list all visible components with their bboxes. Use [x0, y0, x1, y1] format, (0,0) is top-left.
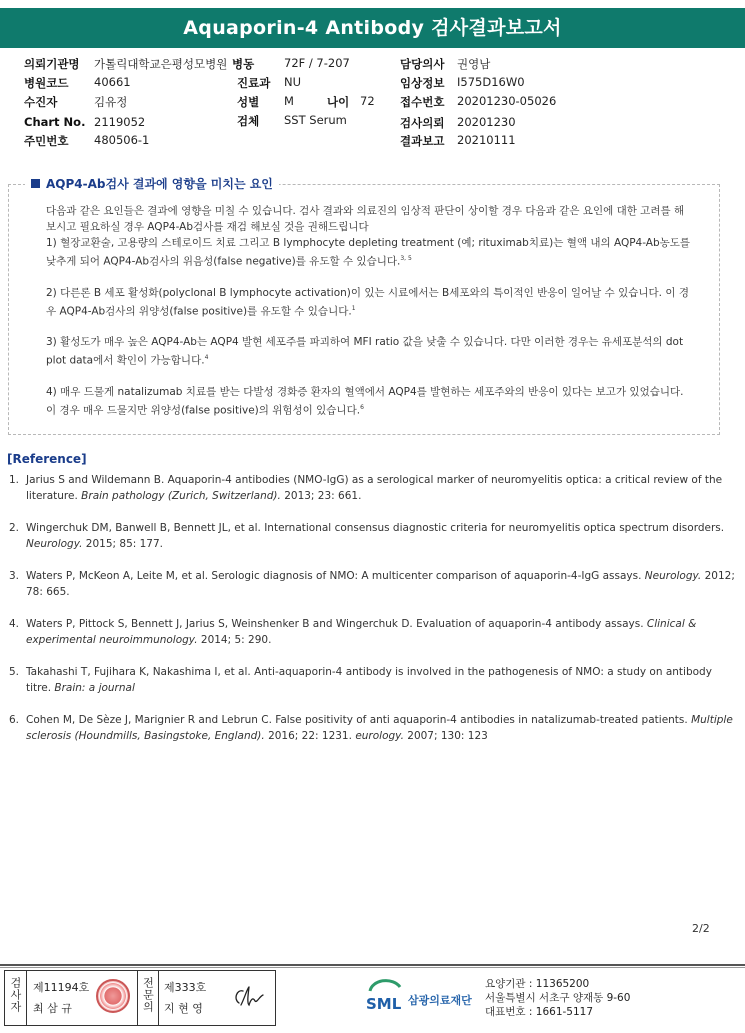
report-date-label: 결과보고 — [400, 134, 445, 148]
reference-text: Wingerchuk DM, Banwell B, Bennett JL, et al. International consensus diagnostic criteria for neuromyelitis optica spectrum disorders. — [26, 522, 725, 534]
factor-citation: 3, 5 — [400, 255, 412, 262]
inspector-label: 검사자 — [5, 971, 27, 1025]
chart-value: 2119052 — [94, 115, 146, 129]
reference-number: 6. — [9, 714, 20, 726]
reference-list — [9, 472, 739, 760]
age-label: 나이 — [327, 95, 350, 109]
resident-label: 주민번호 — [24, 134, 69, 148]
phone: 대표번호 : 1661-5117 — [485, 1006, 594, 1018]
sex-value: M — [284, 94, 294, 108]
reference-journal: Neurology. — [644, 570, 702, 582]
factor-item — [46, 384, 696, 419]
receipt-label: 접수번호 — [400, 95, 445, 109]
institution-label: 의뢰기관명 — [24, 57, 80, 71]
company-logo — [364, 977, 484, 1017]
institution-value: 가톨릭대학교은평성모병원 — [94, 57, 228, 71]
logo-abbr: SML — [366, 995, 402, 1013]
reference-title: [Reference] — [7, 452, 87, 466]
specialist-license: 제333호 — [164, 981, 207, 994]
logo-name: 삼광의료재단 — [408, 994, 472, 1007]
receipt-value: 20201230-05026 — [457, 94, 557, 108]
reference-journal: Clinical & experimental neuroimmunology. — [26, 618, 697, 646]
agency-number: 요양기관 : 11365200 — [485, 978, 590, 990]
footer-divider — [0, 967, 745, 968]
factor-item-text: 4) 매우 드물게 natalizumab 치료를 받는 다발성 경화증 환자의 혈액에서 AQP4를 발현하는 세포주와의 반응이 있다는 보고가 있었습니다. 이 경우 매우 드물지만 위양성(false positive)의 위험성이 있습니다. — [46, 385, 684, 416]
reference-item — [9, 664, 739, 696]
doctor-label: 담당의사 — [400, 57, 445, 71]
reference-text: Jarius S and Wildemann B. Aquaporin-4 antibodies (NMO-IgG) as a serological marker of neuromyelitis optica: a critical review of the literature. — [26, 474, 723, 502]
patient-label: 수진자 — [24, 95, 58, 109]
reference-text: Waters P, McKeon A, Leite M, et al. Serologic diagnosis of NMO: A multicenter comparison of aquaporin-4-IgG assays. — [26, 570, 642, 582]
page-number: 2/2 — [692, 922, 710, 935]
reference-journal: Multiple sclerosis (Houndmills, Basingstoke, England). — [26, 714, 733, 742]
reference-journal: eurology. — [355, 730, 404, 742]
reference-item — [9, 616, 739, 648]
inspector-name: 최 삼 규 — [33, 1002, 72, 1015]
signature-box — [4, 970, 276, 1026]
reference-tail: 2012; 78: 665. — [26, 570, 735, 598]
request-value: 20201230 — [457, 115, 516, 129]
signature-icon — [231, 983, 267, 1011]
factor-item-text: 1) 혈장교환술, 고용량의 스테로이드 치료 그리고 B lymphocyte depleting treatment (예; rituximab치료)는 혈액 내의 AQP4-Ab농도를 낮추게 되어 AQP4-Ab검사의 위음성(false negative)를 유도할 수 있습니다. — [46, 237, 691, 268]
reference-number: 4. — [9, 618, 20, 630]
reference-tail: 2016; 22: 1231. — [268, 730, 352, 742]
sex-label: 성별 — [237, 95, 260, 109]
reference-text: Cohen M, De Sèze J, Marignier R and Lebrun C. False positivity of anti aquaporin-4 antibodies in natalizumab-treated patients. — [26, 714, 688, 726]
reference-number: 5. — [9, 666, 20, 678]
dept-value: NU — [284, 75, 302, 89]
factors-title-text: AQP4-Ab검사 결과에 영향을 미치는 요인 — [46, 177, 273, 191]
inspector-license: 제11194호 — [33, 981, 90, 994]
specialist-label: 전문의 — [137, 971, 159, 1025]
doctor-value: 권영남 — [457, 57, 491, 71]
reference-item — [9, 712, 739, 744]
footer-divider — [0, 964, 745, 966]
sml-logo-icon — [364, 977, 406, 1017]
reference-tail: 2007; 130: 123 — [407, 730, 488, 742]
resident-value: 480506-1 — [94, 133, 150, 147]
factor-item — [46, 285, 696, 320]
reference-text: Waters P, Pittock S, Bennett J, Jarius S, Weinshenker B and Wingerchuk D. Evaluation of aquaporin-4 antibody assays. — [26, 618, 644, 630]
hospcode-label: 병원코드 — [24, 76, 69, 90]
reference-journal: Neurology. — [26, 538, 83, 550]
address: 서울특별시 서초구 양재동 9-60 — [485, 992, 631, 1004]
age-value: 72 — [360, 94, 375, 108]
reference-item — [9, 472, 739, 504]
reference-journal: Brain pathology (Zurich, Switzerland). — [81, 490, 281, 502]
factor-item — [46, 334, 696, 369]
square-bullet-icon — [31, 179, 40, 188]
factor-item-text: 3) 활성도가 매우 높은 AQP4-Ab는 AQP4 발현 세포주를 파괴하여 MFI ratio 값을 낮출 수 있습니다. 다만 이러한 경우는 유세포분석의 dot plot data에서 확인이 가능합니다. — [46, 336, 684, 367]
hospcode-value: 40661 — [94, 75, 131, 89]
dept-label: 진료과 — [237, 76, 271, 90]
report-title: Aquaporin-4 Antibody 검사결과보고서 — [0, 8, 745, 48]
factor-citation: 6 — [360, 403, 364, 411]
reference-tail: 2013; 23: 661. — [284, 490, 362, 502]
specimen-label: 검체 — [237, 114, 260, 128]
factors-body — [46, 203, 696, 418]
factor-citation: 4 — [204, 354, 209, 361]
request-label: 검사의뢰 — [400, 116, 445, 130]
clinical-label: 임상정보 — [400, 76, 445, 90]
ward-label: 병동 — [232, 57, 255, 71]
reference-number: 2. — [9, 522, 20, 534]
specialist-name: 지 현 영 — [164, 1002, 203, 1015]
contact-info — [485, 977, 630, 1019]
reference-text: Takahashi T, Fujihara K, Nakashima I, et al. Anti-aquaporin-4 antibody is involved in the pathogenesis of NMO: a study on antibody titre. — [26, 666, 712, 694]
reference-journal: Brain: a journal — [54, 682, 135, 694]
factor-item — [46, 235, 696, 270]
ward-value: 72F / 7-207 — [284, 56, 350, 70]
reference-tail: 2015; 85: 177. — [85, 538, 164, 550]
reference-number: 1. — [9, 474, 20, 486]
factor-item-text: 2) 다른론 B 세포 활성화(polyclonal B lymphocyte activation)이 있는 시료에서는 B세포와의 특이적인 반응이 일어날 수 있습니다. 이 경우 AQP4-Ab검사의 위양성(false positive)를 유도할 수 있습니다. — [46, 286, 689, 317]
patient-value: 김유정 — [94, 95, 128, 109]
clinical-value: I575D16W0 — [457, 75, 525, 89]
factors-intro: 다음과 같은 요인들은 결과에 영향을 미칠 수 있습니다. 검사 결과와 의료진의 임상적 판단이 상이할 경우 다음과 같은 요인에 대한 고려를 해 보시고 필요하실 경우 AQP4-Ab검사를 재검 해보실 것을 권해드립니다 — [46, 205, 685, 233]
reference-tail: 2014; 5: 290. — [200, 634, 272, 646]
specimen-value: SST Serum — [284, 113, 347, 127]
official-seal-icon — [96, 979, 130, 1013]
chart-label: Chart No. — [24, 115, 86, 129]
reference-item — [9, 568, 739, 600]
factor-citation: 1 — [351, 304, 356, 312]
reference-number: 3. — [9, 570, 20, 582]
report-date-value: 20210111 — [457, 133, 516, 147]
factors-title — [25, 175, 279, 192]
reference-item — [9, 520, 739, 552]
